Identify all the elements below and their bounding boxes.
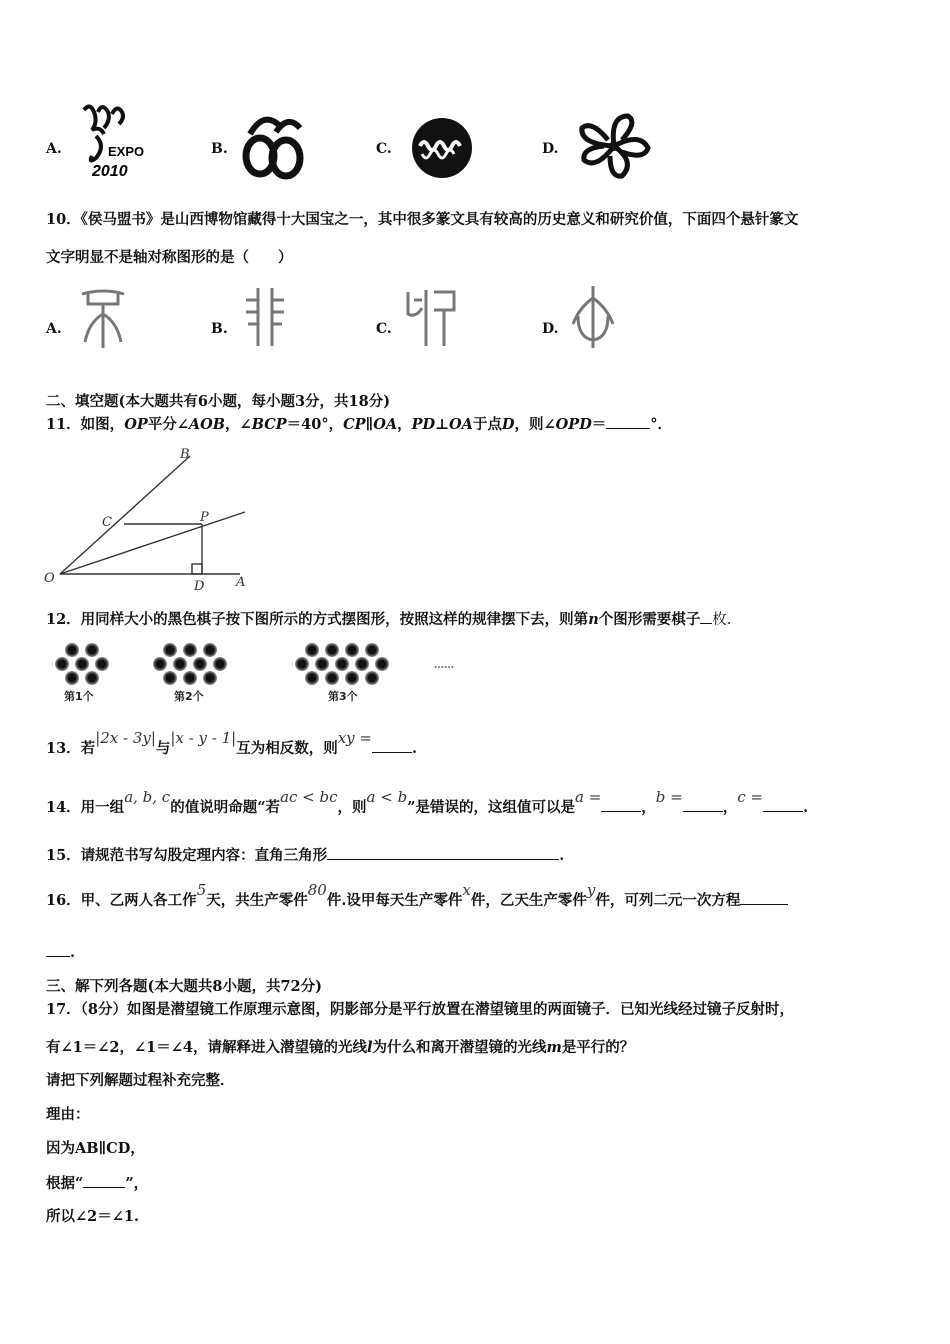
q16-text: 16．甲、乙两人各工作5天，共生产零件80件.设甲每天生产零件x件，乙天生产零件y件，可列二元一次方程: [46, 890, 788, 911]
section-3-title: 三、解下列各题(本大题共8小题，共72分): [46, 978, 322, 995]
q17-line4: 理由：: [46, 1106, 90, 1123]
label-c: C: [102, 515, 112, 530]
q16-answer-blank: [740, 890, 788, 905]
right-angle-mark: [192, 564, 202, 574]
label-p: P: [200, 510, 209, 525]
q15-text: 15．请规范书写勾股定理内容：直角三角形 .: [46, 847, 565, 864]
q9-option-b-label: B.: [211, 141, 228, 157]
q9-option-a-label: A.: [46, 141, 62, 157]
q9-option-d-label: D.: [542, 141, 559, 157]
line-ob: [60, 456, 190, 574]
q12-text: 12．用同样大小的黑色棋子按下图所示的方式摆图形，按照这样的规律摆下去，则第n个图形需要棋子 枚.: [46, 611, 732, 628]
q10-text-line1: 10．《侯马盟书》是山西博物馆藏得十大国宝之一，其中很多篆文具有较高的历史意义和研究价值，下面四个悬针篆文: [46, 211, 799, 228]
label-d: D: [194, 579, 205, 594]
q17-line1: 17．（8分）如图是潜望镜工作原理示意图，阴影部分是平行放置在潜望镜里的两面镜子．已知光线经过镜子反射时，: [46, 1001, 795, 1018]
seal-script-glyph-b-icon: [240, 284, 290, 350]
expo-logo-text: EXPO: [108, 144, 145, 159]
continuation-dots: ……: [434, 660, 454, 671]
q10-option-b-label: B.: [211, 321, 228, 337]
q10-option-c-label: C.: [376, 321, 392, 337]
section-2-title: 二、填空题(本大题共有6小题，每小题3分，共18分): [46, 393, 391, 410]
year-logo-text: 2010: [92, 163, 128, 180]
flower-logo-icon: [574, 110, 654, 182]
q13-answer-blank: [372, 738, 412, 753]
q13-expr1: |2x - 3y|: [95, 729, 156, 747]
wave-circle-logo-icon: [410, 116, 474, 180]
q17-line3: 请把下列解题过程补充完整．: [46, 1072, 235, 1089]
q13-text: 13．若|2x - 3y|与|x - y - 1|互为相反数，则xy =.: [46, 729, 418, 757]
q11-prefix: 11．如图，: [46, 416, 125, 433]
q15-answer-blank: [327, 845, 559, 860]
q10-text-line2: 文字明显不是轴对称图形的是（ ）: [46, 249, 293, 266]
figure-2-caption: 第2个: [174, 690, 204, 703]
q11-text: 11．如图，OP平分∠AOB，∠BCP＝40°，CP∥OA，PD⊥OA于点D，则∠OPD＝ °．: [46, 416, 673, 433]
q13-expr2: |x - y - 1|: [170, 729, 237, 747]
interlocked-rings-logo-icon: [240, 112, 308, 182]
q12-pattern-figure: [50, 640, 470, 706]
q14-a-blank: [601, 797, 641, 812]
q17-line7: 所以∠2＝∠1.: [46, 1208, 140, 1225]
label-a: A: [236, 575, 246, 590]
q12-answer-blank: [700, 609, 712, 624]
figure-1-caption: 第1个: [64, 690, 94, 703]
label-b: B: [180, 447, 190, 462]
label-o: O: [44, 571, 55, 586]
seal-script-glyph-c-icon: [404, 284, 460, 350]
q17-line6: 根据“ ”，: [46, 1175, 149, 1192]
figure-3-caption: 第3个: [328, 690, 358, 703]
q14-b-blank: [683, 797, 723, 812]
line-op: [60, 512, 245, 574]
q17-line2: 有∠1＝∠2，∠1＝∠4，请解释进入潜望镜的光线l为什么和离开潜望镜的光线m是平行的？: [46, 1039, 635, 1056]
seal-script-glyph-d-icon: [568, 284, 618, 350]
q10-option-d-label: D.: [542, 321, 559, 337]
q14-c-blank: [763, 797, 803, 812]
q17-reason-blank: [83, 1173, 125, 1188]
q13-expr3: xy =: [337, 729, 372, 747]
q16-text-cont: .: [46, 942, 75, 963]
q14-text: 14．用一组a, b, c的值说明命题“若ac < bc，则a < b”是错误的，这组值可以是a =，b =，c =.: [46, 788, 809, 816]
q11-op: OP: [124, 416, 148, 433]
q11-angle-figure: [40, 444, 260, 594]
expo-2010-logo-icon: [78, 100, 156, 182]
q9-option-c-label: C.: [376, 141, 392, 157]
seal-script-glyph-a-icon: [78, 288, 128, 352]
q11-answer-blank: [606, 414, 650, 429]
q10-option-a-label: A.: [46, 321, 62, 337]
q17-line5: 因为AB∥CD，: [46, 1140, 145, 1157]
